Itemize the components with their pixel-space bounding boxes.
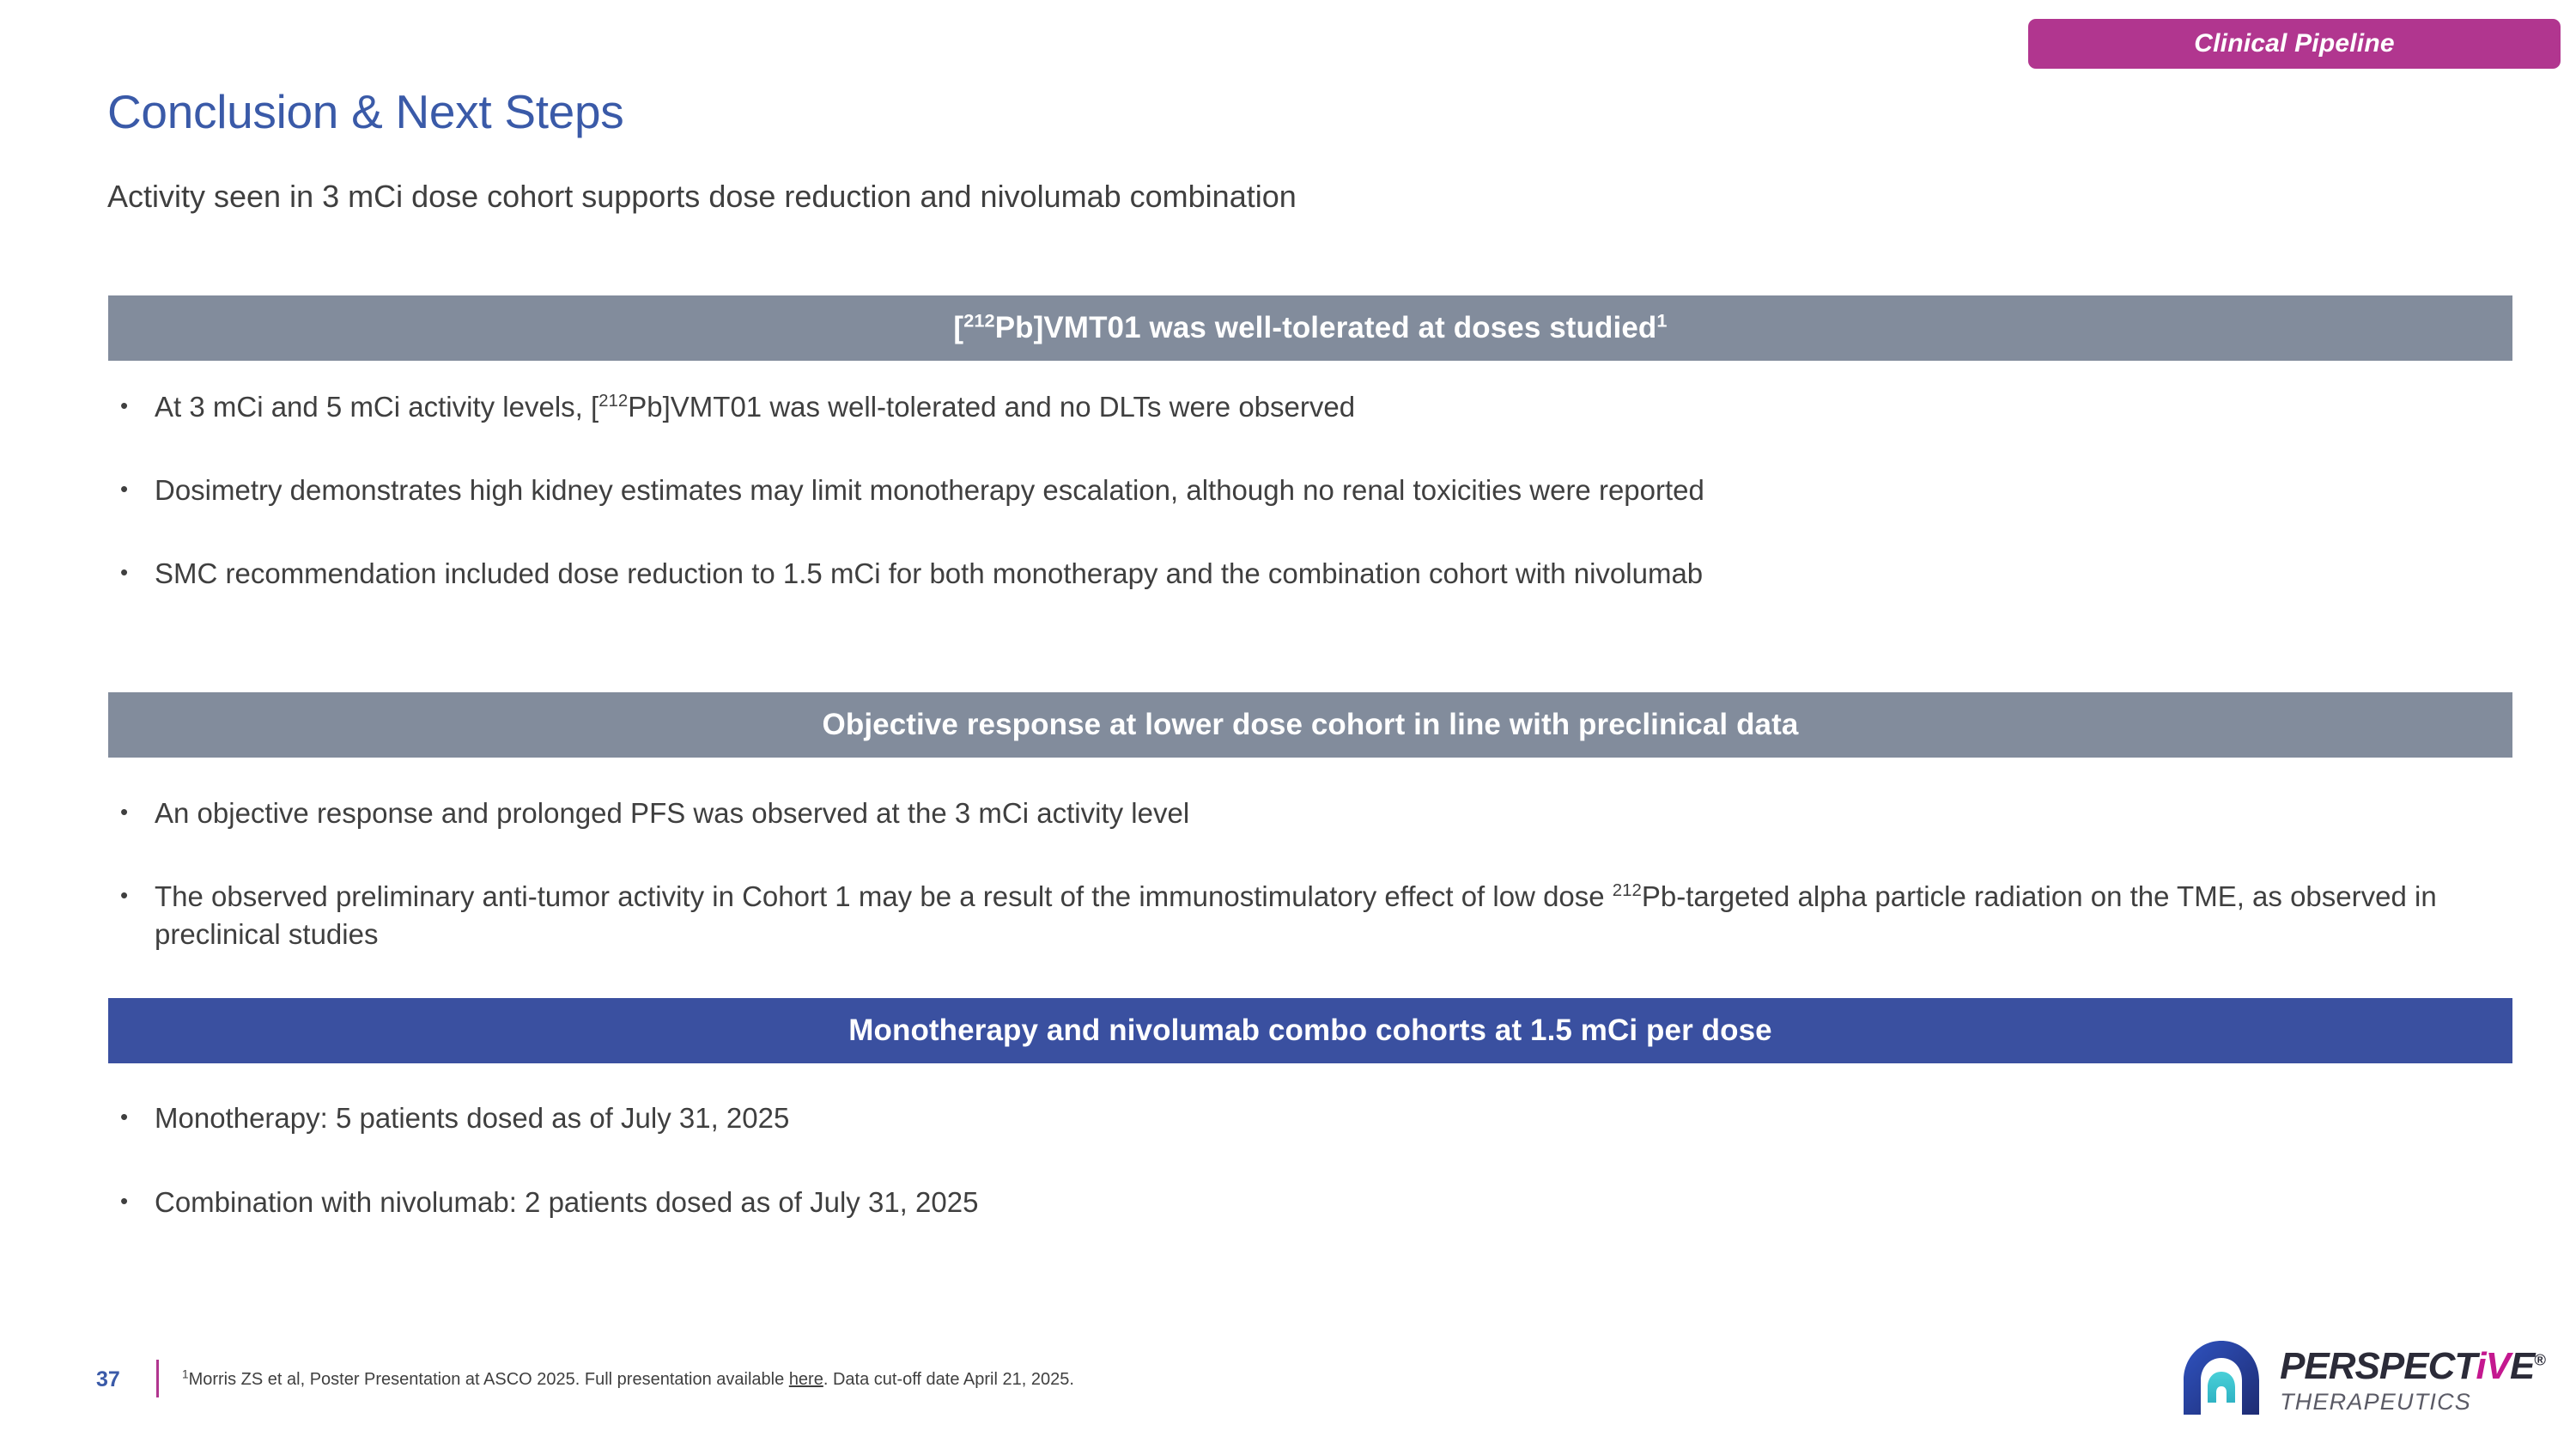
isotope-superscript: 212 xyxy=(598,391,629,411)
footnote-marker: 1 xyxy=(182,1367,189,1381)
section-header-band-2 xyxy=(108,692,2512,758)
list-item xyxy=(120,878,2439,953)
section-header-band-1-label: [$^{212}$Pb]VMT01 was well-tolerated at doses studied$^1$ xyxy=(953,309,1668,344)
list-item-text: Combination with nivolumab: 2 patients dosed as of July 31, 2025 xyxy=(155,1186,979,1218)
isotope-superscript: 212 xyxy=(1612,880,1642,900)
logo-wordmark xyxy=(2280,1344,2545,1415)
bullet-marker-icon: • xyxy=(120,882,129,908)
section-header-band-3 xyxy=(108,998,2512,1063)
list-item xyxy=(120,388,2490,426)
bullet-marker-icon: • xyxy=(120,393,129,418)
page-title: Conclusion & Next Steps xyxy=(107,85,624,138)
footnote-marker: 1 xyxy=(1656,309,1668,332)
list-item-text: The observed preliminary anti-tumor activity in Cohort 1 may be a result of the immunostimulatory effect of low dose $^{212}$Pb-targeted alpha particle radiation on the TME, as observed in preclinical studies xyxy=(155,880,2437,950)
logo-company-name: PERSPECTiVE® xyxy=(2280,1344,2545,1387)
section-header-band-1 xyxy=(108,295,2512,361)
list-item xyxy=(120,1099,2490,1137)
bullet-marker-icon: • xyxy=(120,1104,129,1129)
bullet-marker-icon: • xyxy=(120,559,129,585)
footnote: $^1$Morris ZS et al, Poster Presentation at ASCO 2025. Full presentation available here. Data cut-off date April 21, 2025. xyxy=(182,1367,1074,1389)
bullet-marker-icon: • xyxy=(120,1188,129,1214)
list-item xyxy=(120,795,2490,832)
list-item-text: SMC recommendation included dose reduction to 1.5 mCi for both monotherapy and the combination cohort with nivolumab xyxy=(155,557,1704,589)
footer-divider xyxy=(156,1360,159,1397)
list-item xyxy=(120,1184,2490,1221)
footnote-link[interactable]: here xyxy=(788,1370,823,1389)
clinical-pipeline-badge xyxy=(2028,19,2561,69)
list-item-text: An objective response and prolonged PFS was observed at the 3 mCi activity level xyxy=(155,797,1190,829)
bullet-marker-icon: • xyxy=(120,476,129,502)
page-number: 37 xyxy=(96,1367,120,1391)
page-subtitle: Activity seen in 3 mCi dose cohort supports dose reduction and nivolumab combination xyxy=(107,179,1297,214)
isotope-superscript: 212 xyxy=(963,309,995,332)
list-item-text: Dosimetry demonstrates high kidney estimates may limit monotherapy escalation, although no renal toxicities were reported xyxy=(155,474,1704,506)
list-item-text: At 3 mCi and 5 mCi activity levels, [$^{212}$Pb]VMT01 was well-tolerated and no DLTs were observed xyxy=(155,391,1356,423)
section-header-band-3-label: Monotherapy and nivolumab combo cohorts at 1.5 mCi per dose xyxy=(848,1014,1772,1047)
logo-company-tagline: THERAPEUTICS xyxy=(2280,1388,2472,1415)
perspective-arch-icon xyxy=(2177,1336,2266,1425)
clinical-pipeline-badge-label: Clinical Pipeline xyxy=(2194,29,2395,58)
bullet-marker-icon: • xyxy=(120,799,129,825)
company-logo xyxy=(2177,1333,2545,1428)
list-item xyxy=(120,555,2490,593)
section-header-band-2-label: Objective response at lower dose cohort in line with preclinical data xyxy=(822,708,1799,741)
list-item-text: Monotherapy: 5 patients dosed as of July 31, 2025 xyxy=(155,1102,790,1134)
list-item xyxy=(120,472,2490,509)
